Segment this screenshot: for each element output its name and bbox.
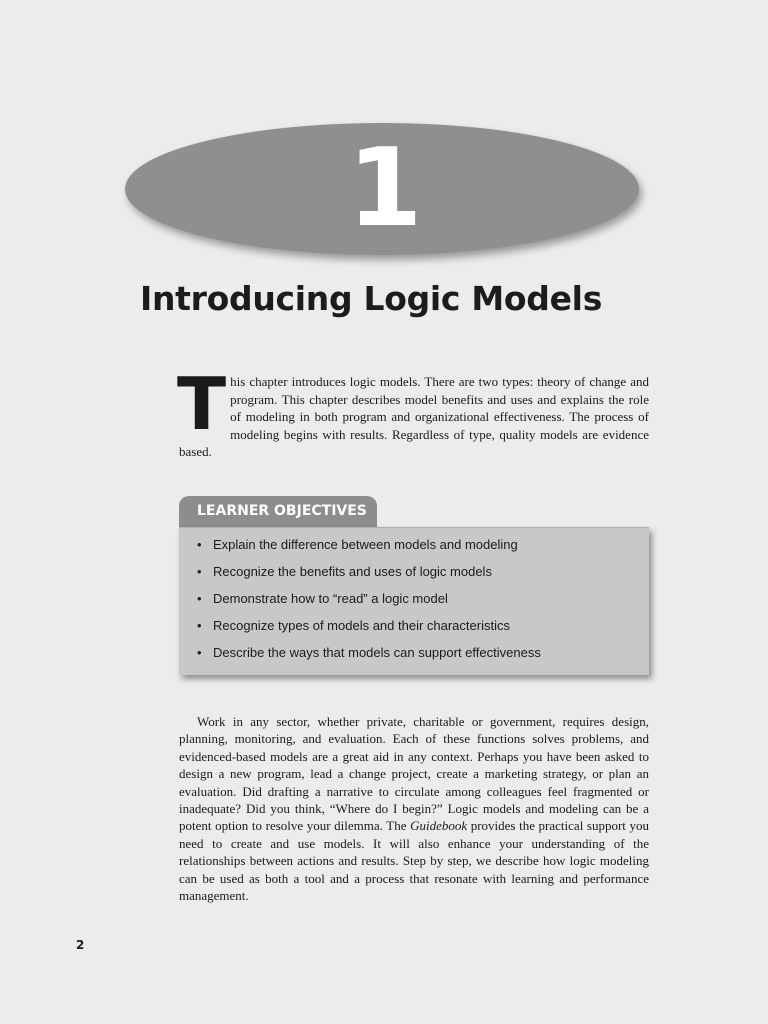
bullet-icon: • xyxy=(197,591,202,606)
objective-item xyxy=(197,589,649,616)
chapter-number-badge xyxy=(125,123,639,255)
objective-text: Demonstrate how to “read” a logic model xyxy=(213,591,448,606)
objective-text: Recognize the benefits and uses of logic models xyxy=(213,564,492,579)
objective-item xyxy=(197,535,649,562)
bullet-icon: • xyxy=(197,564,202,579)
guidebook-emphasis: Guidebook xyxy=(410,818,468,834)
learner-objectives-list xyxy=(179,528,649,670)
chapter-number: 1 xyxy=(347,126,423,251)
page-number: 2 xyxy=(76,938,85,952)
objective-item xyxy=(197,562,649,589)
objective-text: Recognize types of models and their characteristics xyxy=(213,618,510,633)
drop-cap: T xyxy=(177,362,227,446)
bullet-icon: • xyxy=(197,645,202,660)
body-text-end: provides the practical support you need to create and use models. It will also enhance your understanding of the relationships between actions and results. Step by step, we describe how logic modeling can be used as both a tool and a process that resonate with learning and performance management. xyxy=(179,818,649,904)
body-text-start: Work in any sector, whether private, charitable or government, requires design, planning, monitoring, and evaluation. Each of these functions solves problems, and evidenced-based models are a great aid in any context. Perhaps you have been asked to design a new program, lead a change project, create a marketing strategy, or plan an evaluation. Did drafting a narrative to circulate among colleagues feel fragmented or inadequate? Did you think, “Where do I begin?” Logic models and modeling can be a potent option to resolve your dilemma. The xyxy=(179,714,649,834)
objective-text: Describe the ways that models can support effectiveness xyxy=(213,645,541,660)
learner-objectives-heading: LEARNER OBJECTIVES xyxy=(179,496,377,527)
objective-text: Explain the difference between models and modeling xyxy=(213,537,518,552)
objective-item xyxy=(197,643,649,670)
chapter-title: Introducing Logic Models xyxy=(140,279,603,318)
body-paragraph xyxy=(179,713,649,904)
bullet-icon: • xyxy=(197,618,202,633)
objective-item xyxy=(197,616,649,643)
intro-text: his chapter introduces logic models. There are two types: theory of change and program. This chapter describes model benefits and uses and explains the role of modeling in both program and organizational effectiveness. The process of modeling begins with results. Regardless of type, quality models are evidence based. xyxy=(179,374,649,459)
bullet-icon: • xyxy=(197,537,202,552)
intro-paragraph xyxy=(177,362,649,461)
learner-objectives-box xyxy=(179,527,649,675)
